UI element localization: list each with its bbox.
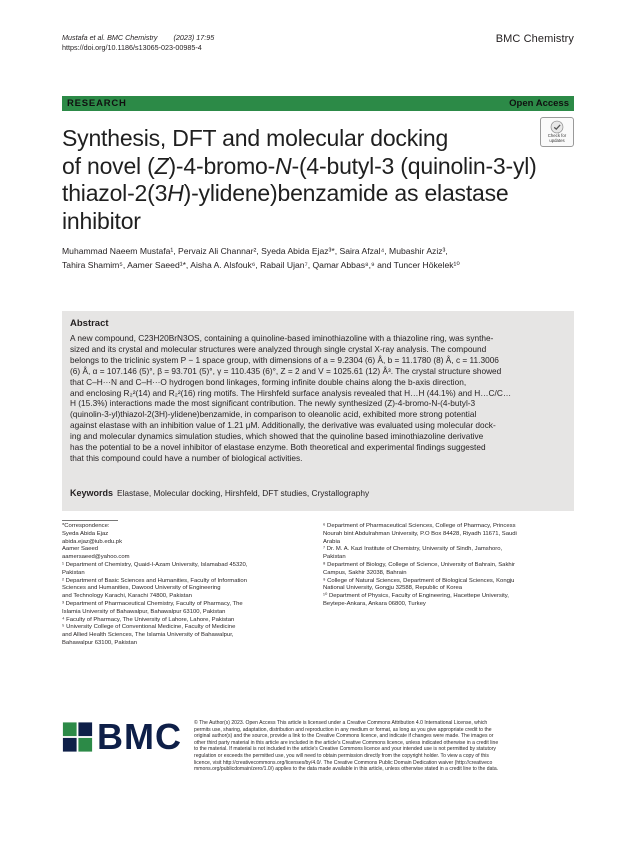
article-title <box>62 125 565 235</box>
abstract-box <box>62 311 574 511</box>
footnote-line: Beytepe-Ankara, Ankara 06800, Turkey <box>323 600 426 607</box>
abstract-line: (6) Å, α = 107.146 (5)°, β = 93.701 (5)°, γ = 110.435 (6)°, Z = 2 and V = 1025.61 (12) Å³. The crystal structure showed <box>70 365 502 376</box>
license-text <box>194 720 574 773</box>
doi-link[interactable]: https://doi.org/10.1186/s13065-023-00985-4 <box>62 42 202 52</box>
footnote-line: ¹⁰ Department of Physics, Faculty of Engineering, Hacettepe University, <box>323 593 509 600</box>
license-line: regulation or exceeds the permitted use, you will need to obtain permission directly from the copyright holder. To view a copy of this <box>194 752 489 759</box>
footnote-divider <box>62 520 118 521</box>
bmc-logo <box>62 716 182 758</box>
abstract-line: has the potential to be a novel inhibitor of elastase enzyme. Both theoretical and experimental findings suggested <box>70 442 486 453</box>
section-banner <box>62 96 574 111</box>
abstract-line: belongs to the triclinic system P − 1 space group, with dimensions of a = 9.2304 (6) Å, b = 11.1780 (8) Å, c = 11.3006 <box>70 354 499 365</box>
abstract-body <box>70 333 570 464</box>
footnote-line: ¹ Department of Chemistry, Quaid-I-Azam University, Islamabad 45320, <box>62 561 248 568</box>
journal-name: BMC Chemistry <box>495 33 574 45</box>
license-line: permits use, sharing, adaptation, distribution and reproduction in any medium or format, as long as you give appropriate credit to the <box>194 726 492 733</box>
abstract-line: A new compound, C23H20BrN3OS, containing a quinoline-based iminothiazoline with a thiazoline ring, was synthe- <box>70 333 494 343</box>
title-line: thiazol-2(3H)-ylidene)benzamide as elastase <box>62 180 509 206</box>
footnote-line: ⁴ Faculty of Pharmacy, The University of Lahore, Lahore, Pakistan <box>62 616 235 623</box>
abstract-line: H (15.3%) interactions made the most significant contribution. The newly synthesized (Z)-4-bromo-N-(4-butyl-3 <box>70 398 476 409</box>
check-updates-line2: updates <box>549 137 565 143</box>
bmc-logo-mark-icon <box>62 720 93 754</box>
footnote-line: Islamia University of Bahawalpur, Bahawalpur 63100, Pakistan <box>62 608 226 615</box>
check-for-updates-badge[interactable] <box>540 117 574 147</box>
footnote-line: National University, Gongju 32588, Republic of Korea <box>323 585 463 592</box>
footnote-line: ⁹ College of Natural Sciences, Department of Biological Sciences, Kongju <box>323 577 515 584</box>
footnotes-right <box>323 523 573 609</box>
license-line: © The Author(s) 2023. Open Access This article is licensed under a Creative Commons Attribution 4.0 International License, which <box>194 720 488 726</box>
keywords-line <box>70 488 369 498</box>
author-line: Muhammad Naeem Mustafa¹, Pervaiz Ali Channar², Syeda Abida Ejaz³*, Saira Afzal⁴, Mubashir Aziz³, <box>62 246 448 256</box>
footnote-line: *Correspondence: <box>62 523 110 529</box>
footnote-line: Campus, Sakhir 32038, Bahrain <box>323 569 407 576</box>
email-link[interactable]: abida.ejaz@iub.edu.pk <box>62 538 123 545</box>
author-list <box>62 245 572 272</box>
footnote-line: ² Department of Basic Sciences and Humanities, Faculty of Information <box>62 577 247 584</box>
footnote-line: Pakistan <box>62 569 85 576</box>
author-line: Tahira Shamim⁵, Aamer Saeed¹*, Aisha A. Alsfouk⁶, Rabail Ujan⁷, Qamar Abbas⁸,⁹ and Tuncer Hökelek¹⁰ <box>62 259 460 270</box>
license-line: original author(s) and the source, provide a link to the Creative Commons licence, and indicate if changes were made. The images or <box>194 733 494 740</box>
footnote-line: Arabia <box>323 538 341 545</box>
check-updates-line1: Check for <box>547 133 567 138</box>
title-line: inhibitor <box>62 207 141 234</box>
year-volume: (2023) 17:95 <box>173 33 215 42</box>
citation: Mustafa et al. BMC Chemistry <box>62 33 158 42</box>
title-line: Synthesis, DFT and molecular docking <box>62 125 449 151</box>
footnote-line: ⁶ Department of Pharmaceutical Sciences, College of Pharmacy, Princess <box>323 523 516 529</box>
footnote-line: and Allied Health Sciences, The Islamia University of Bahawalpur, <box>62 632 234 639</box>
footnote-line: Syeda Abida Ejaz <box>62 530 109 537</box>
abstract-line: (quinolin-3-yl)thiazol-2(3H)-ylidene)benzamide, in comparison to oleanolic acid, exhibited more strong potential <box>70 409 477 420</box>
license-line: mmons.org/publicdomain/zero/1.0/) applies to the data made available in this article, unless otherwise stated in a credit line to the data. <box>194 766 499 773</box>
footnote-line: Sciences and Humanities, Dawood University of Engineering <box>62 585 221 592</box>
license-line: other third party material in this article are included in the article's Creative Commons licence, unless indicated otherwise in a credit line <box>194 739 499 746</box>
footnote-line: and Technology Karachi, Karachi 74800, Pakistan <box>62 593 192 600</box>
license-line: licence, visit http://creativecommons.org/licenses/by/4.0/. The Creative Commons Public Domain Dedication waiver (http://creativeco <box>194 759 493 766</box>
footnote-line: ⁷ Dr. M. A. Kazi Institute of Chemistry, University of Sindh, Jamshoro, <box>323 546 503 553</box>
abstract-line: that C–H···N and C–H···O hydrogen bond linkages, forming infinite double chains along the b-axis direction, <box>70 376 467 387</box>
abstract-line: ing and molecular dynamics simulation studies, which showed that the quinoline based iminothiazoline derivative <box>70 431 484 442</box>
abstract-heading: Abstract <box>70 318 109 329</box>
footnote-line: Pakistan <box>323 554 346 561</box>
footnote-line: Aamer Saeed <box>62 546 99 553</box>
citation-line <box>62 33 214 43</box>
abstract-line: sized and its crystal and molecular structures were analyzed through single crystal X-ray analysis. The compound <box>70 343 487 354</box>
title-line: of novel (Z)-4-bromo-N-(4-butyl-3 (quinolin-3-yl) <box>62 152 537 179</box>
footnote-line: ³ Department of Pharmaceutical Chemistry, Faculty of Pharmacy, The <box>62 600 243 607</box>
footnote-line: ⁵ University College of Conventional Medicine, Faculty of Medicine <box>62 624 236 631</box>
check-updates-icon <box>550 120 564 134</box>
footnote-line: Bahawalpur 63100, Pakistan <box>62 639 137 646</box>
footnote-line: Nourah bint Abdulrahman University, P.O Box 84428, Riyadh 11671, Saudi <box>323 530 517 537</box>
keywords-label: Keywords <box>70 488 114 498</box>
keywords-list: Elastase, Molecular docking, Hirshfeld, DFT studies, Crystallography <box>117 488 370 498</box>
section-label: RESEARCH <box>67 98 127 109</box>
footnotes-left <box>62 523 312 648</box>
running-header <box>62 33 214 52</box>
footnote-line: ⁸ Department of Biology, College of Science, University of Bahrain, Sakhir <box>323 561 515 568</box>
email-link[interactable]: aamersaeed@yahoo.com <box>62 554 130 561</box>
abstract-line: and enclosing R₂²(14) and R₂²(16) ring motifs. The Hirshfeld surface analysis revealed that H…H (44.1%) and H…C/C… <box>70 387 512 398</box>
abstract-line: that this compound could have a number of biological activities. <box>70 452 303 463</box>
bmc-logo-text: BMC <box>97 716 182 757</box>
license-line: to the material. If material is not included in the article's Creative Commons licence and your intended use is not permitted by statutory <box>194 746 496 753</box>
abstract-line: against elastase with an inhibition value of 1.21 μM. Additionally, the derivative was evaluated using molecular dock- <box>70 420 496 431</box>
open-access-label: Open Access <box>509 98 569 109</box>
